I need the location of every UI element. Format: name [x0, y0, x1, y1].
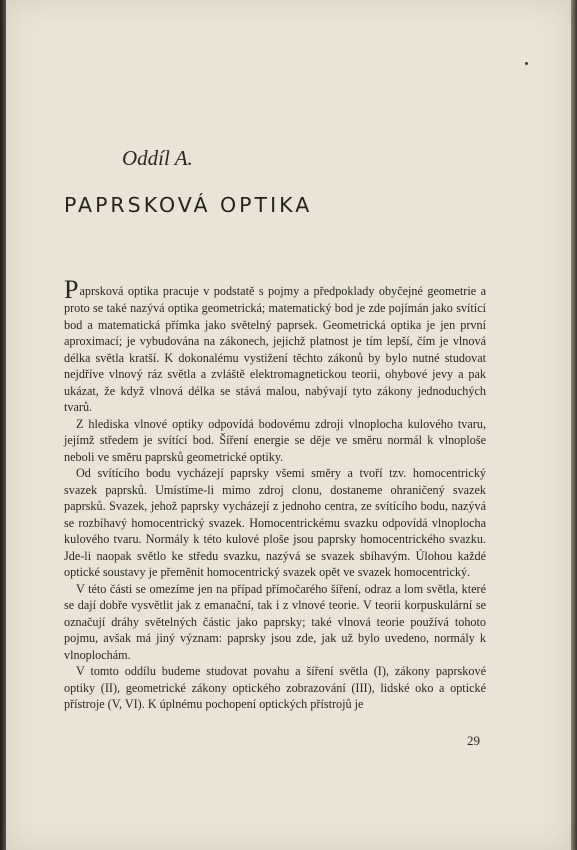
paragraph: V této části se omezíme jen na případ přímočarého šíření, odraz a lom světla, které se dají dobře vysvětlit jak z emanační, tak i z vlnové teorie. V teorii korpuskulární se označují dráhy světelných částic jako paprsky; také vlnová teorie používá tohoto pojmu, avšak má jiný význam: paprsky jsou zde, jak už bylo uvedeno, normály k vlnoplochám.: [64, 581, 486, 662]
chapter-title: PAPRSKOVÁ OPTIKA: [64, 193, 313, 217]
section-label: Oddíl A.: [122, 146, 193, 170]
body-text: [64, 275, 486, 713]
paragraph: [64, 275, 486, 416]
page-number: 29: [467, 733, 480, 748]
print-speck: [525, 62, 528, 65]
page-edge: [571, 0, 577, 850]
drop-cap: P: [64, 275, 79, 304]
paragraph: Z hlediska vlnové optiky odpovídá bodovému zdroji vlnoplocha kulového tvaru, jejímž středem je svítící bod. Šíření energie se děje ve směru normál k vlnoploše neboli ve směru paprsků geometrické optiky.: [64, 416, 486, 464]
paragraph: Od svítícího bodu vycházejí paprsky všemi směry a tvoří tzv. homocentrický svazek paprsků. Umístíme-li mimo zdroj clonu, dostaneme ohraničený svazek paprsků. Svazek, jehož paprsky vycházejí z jednoho centra, ze svítícího bodu, nazývá se rozbíhavý homocentrický svazek. Homocentrickému svazku odpovídá vlnoplocha kulového tvaru. Normály k této kulové ploše jsou paprsky homocentrického svazku. Jde-li naopak světlo ke středu svazku, nazývá se svazek sbíhavým. Úlohou každé optické soustavy je přeměnit homocentrický svazek opět ve svazek homocentrický.: [64, 466, 486, 579]
paragraph-text: aprsková optika pracuje v podstatě s pojmy a předpoklady obyčejné geometrie a proto se také nazývá optika geometrická; matematický bod je zde pojímán jako svítící bod a matematická přímka jako světelný paprsek. Geometrická optika je jen první aproximací; je vybudována na zákonech, jejichž platnost je tím lepší, čím je vlnová délka světla kratší. K dokonalému vystižení těchto zákonů by bylo nutné studovat nejdříve vlnový ráz světla a zvláště elektromagnetickou teorii, ohybové jevy a pak ukázat, že když vlnová délka se stává malou, nabývají tyto zákony jednoduchých tvarů.: [64, 284, 486, 414]
paragraph: V tomto oddílu budeme studovat povahu a šíření světla (I), zákony paprskové optiky (II), geometrické zákony optického zobrazování (III), lidské oko a optické přístroje (V, VI). K úplnému pochopení optických přístrojů je: [64, 664, 486, 711]
